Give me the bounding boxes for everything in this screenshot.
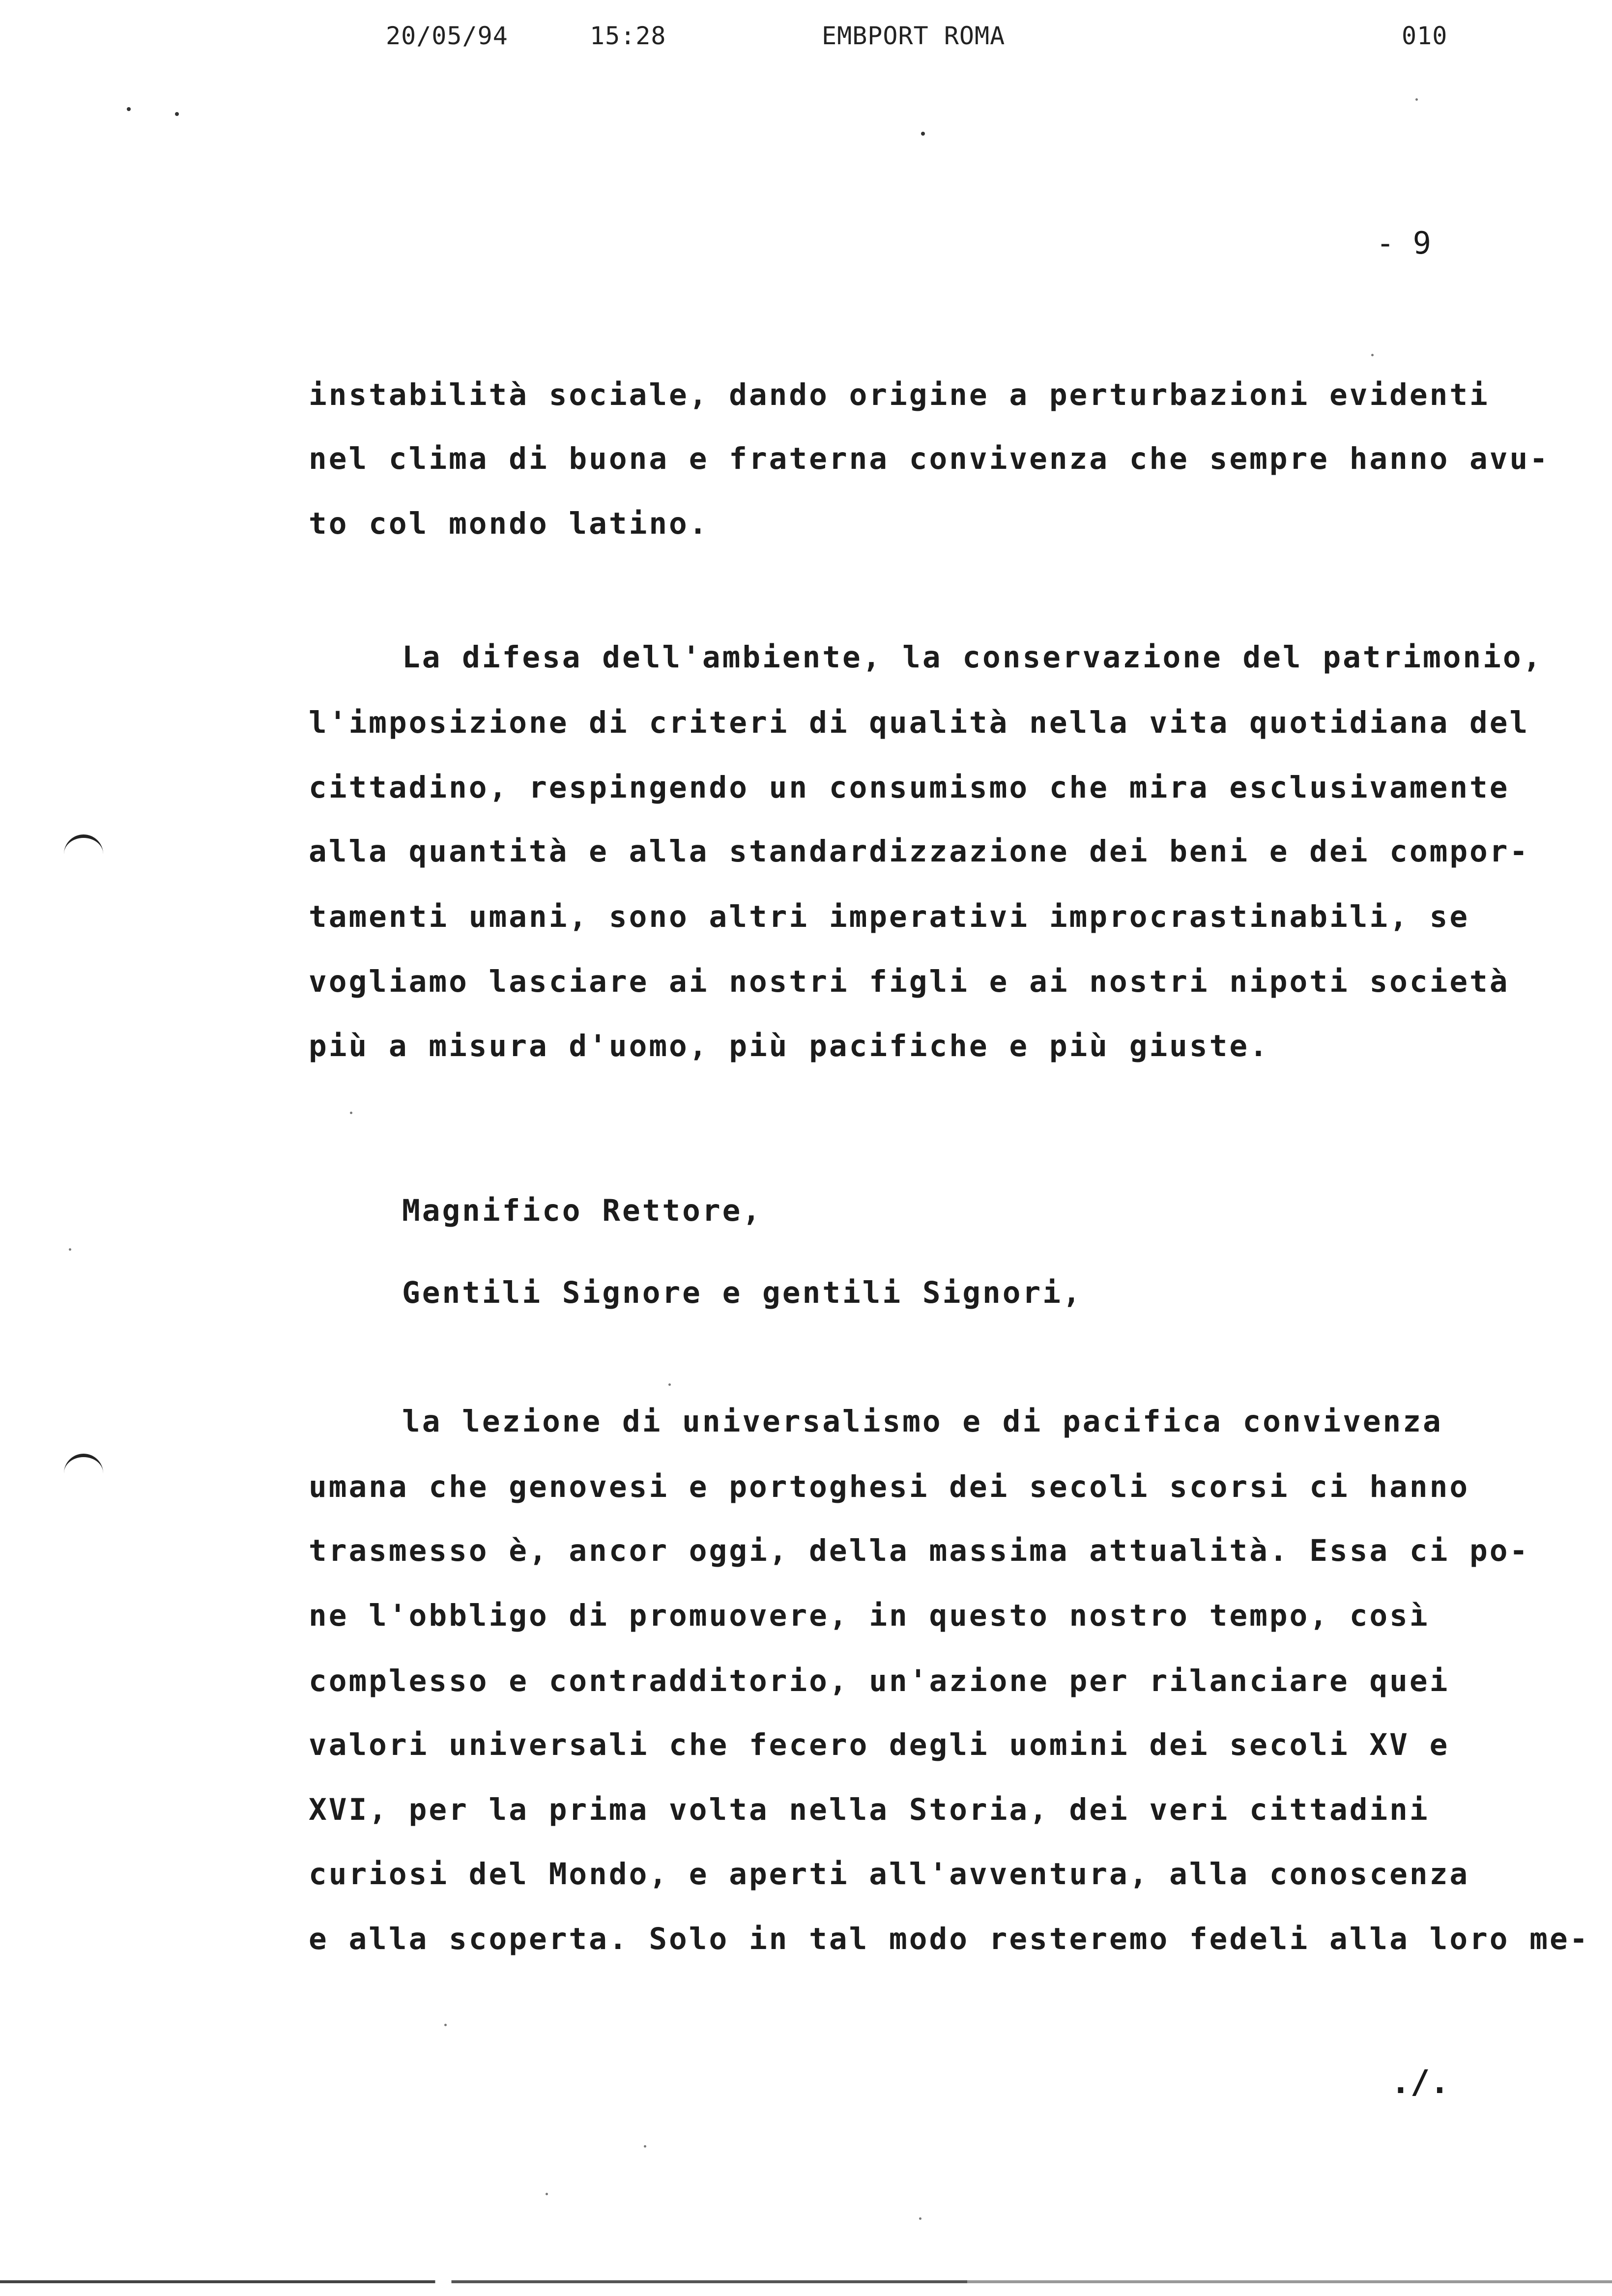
scan-speck bbox=[668, 1383, 671, 1386]
scan-speck bbox=[175, 112, 179, 116]
paragraph-line: nel clima di buona e fraterna convivenza che sempre hanno avu- bbox=[309, 441, 1550, 476]
paragraph-line: La difesa dell'ambiente, la conservazione del patrimonio, bbox=[402, 640, 1543, 675]
paragraph-line: trasmesso è, ancor oggi, della massima attualità. Essa ci po- bbox=[309, 1533, 1530, 1568]
paragraph-line: instabilità sociale, dando origine a perturbazioni evidenti bbox=[309, 377, 1490, 412]
scan-speck bbox=[644, 2145, 646, 2148]
paragraph-line: la lezione di universalismo e di pacifica convivenza bbox=[402, 1404, 1443, 1439]
paragraph-line: to col mondo latino. bbox=[309, 506, 709, 541]
scan-speck bbox=[350, 1112, 352, 1114]
scan-speck bbox=[444, 2024, 447, 2026]
salutation-line: Magnifico Rettore, bbox=[402, 1193, 763, 1228]
scan-speck bbox=[69, 1248, 71, 1251]
paragraph-line: vogliamo lasciare ai nostri figli e ai nostri nipoti società bbox=[309, 964, 1510, 999]
paragraph-line: cittadino, respingendo un consumismo che mira esclusivamente bbox=[309, 770, 1510, 805]
paragraph-line: curiosi del Mondo, e aperti all'avventura, alla conoscenza bbox=[309, 1857, 1470, 1892]
paragraph-line: e alla scoperta. Solo in tal modo resteremo fedeli alla loro me- bbox=[309, 1922, 1590, 1956]
scan-speck bbox=[127, 107, 131, 111]
fax-header-page: 010 bbox=[1402, 22, 1448, 50]
fax-header-sender: EMBPORT ROMA bbox=[822, 22, 1006, 50]
scan-speck bbox=[921, 132, 925, 136]
paragraph-line: alla quantità e alla standardizzazione dei beni e dei compor- bbox=[309, 834, 1530, 869]
paragraph-line: ne l'obbligo di promuovere, in questo nostro tempo, così bbox=[309, 1598, 1430, 1633]
scan-speck bbox=[1415, 98, 1418, 101]
page-number: - 9 bbox=[1376, 225, 1431, 261]
paragraph-line: valori universali che fecero degli uomini dei secoli XV e bbox=[309, 1727, 1450, 1762]
fax-header-time: 15:28 bbox=[590, 22, 666, 50]
paragraph-line: più a misura d'uomo, più pacifiche e più giuste. bbox=[309, 1029, 1269, 1063]
paragraph-line: XVI, per la prima volta nella Storia, dei veri cittadini bbox=[309, 1792, 1430, 1827]
scan-speck bbox=[919, 2217, 921, 2220]
paragraph-line: umana che genovesi e portoghesi dei secoli scorsi ci hanno bbox=[309, 1469, 1470, 1504]
scan-bottom-edge bbox=[0, 2280, 1612, 2283]
paragraph-line: tamenti umani, sono altri imperativi improcrastinabili, se bbox=[309, 899, 1470, 934]
scan-speck bbox=[546, 2193, 548, 2195]
paragraph-line: l'imposizione di criteri di qualità nella vita quotidiana del bbox=[309, 705, 1530, 740]
salutation-line: Gentili Signore e gentili Signori, bbox=[402, 1275, 1083, 1310]
scan-speck bbox=[1371, 354, 1374, 356]
paragraph-line: complesso e contradditorio, un'azione per rilanciare quei bbox=[309, 1664, 1450, 1698]
binder-hole-mark bbox=[64, 834, 103, 862]
fax-header-date: 20/05/94 bbox=[386, 22, 508, 50]
continuation-mark: ./. bbox=[1391, 2063, 1450, 2101]
binder-hole-mark bbox=[64, 1454, 103, 1482]
